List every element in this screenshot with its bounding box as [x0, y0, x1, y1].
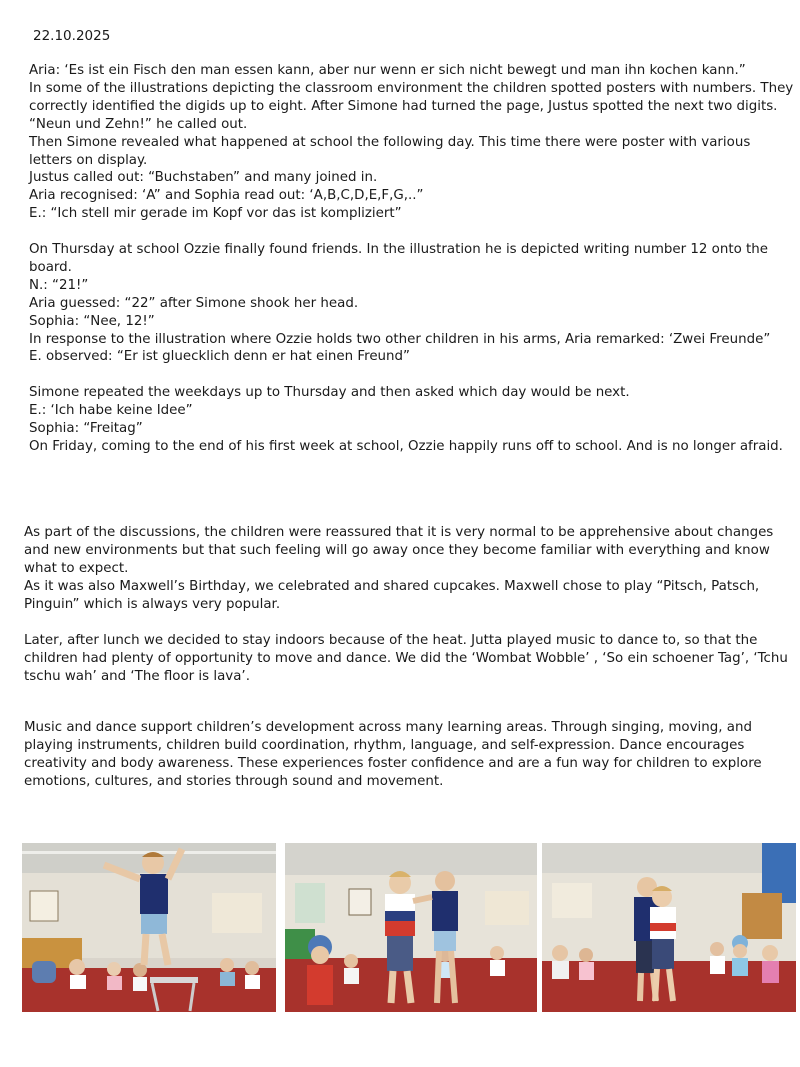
photo-holding-friend — [542, 843, 796, 1012]
story-line: Aria guessed: “22” after Simone shook her head. — [29, 295, 359, 311]
story-line: On Friday, coming to the end of his first week at school, Ozzie happily runs off to school. And is no longer afraid. — [29, 439, 783, 454]
photo-jumping-child — [22, 843, 276, 1012]
discussion-paragraph: As it was also Maxwell’s Birthday, we celebrated and shared cupcakes. Maxwell chose to play “Pitsch, Patsch, Pinguin” which is always very popular. — [24, 578, 760, 612]
story-line: E.: ‘Ich habe keine Idee” — [29, 403, 193, 419]
story-line: Simone repeated the weekdays up to Thursday and then asked which day would be next. — [29, 385, 630, 401]
story-line: Aria: ‘Es ist ein Fisch den man essen kann, aber nur wenn er sich nicht bewegt und man ihn kochen kann.” — [29, 63, 746, 78]
story-line: Justus called out: “Buchstaben” and many joined in. — [29, 170, 378, 186]
story-line: N.: “21!” — [29, 277, 89, 293]
story-line: Sophia: “Nee, 12!” — [29, 313, 155, 329]
discussion-paragraph: As part of the discussions, the children were reassured that it is very normal to be apprehensive about changes and new environments but that such feeling will go away once they become familiar with everything and know what to expect. — [24, 525, 774, 576]
story-line: Then Simone revealed what happened at school the following day. This time there were poster with various letters on display. — [29, 134, 751, 168]
reflection-paragraph: Music and dance support children’s development across many learning areas. Through singing, moving, and playing instruments, children build coordination, rhythm, language, and self-expression. Dance encourages creativity and body awareness. These experiences foster confidence and are a fun way for children to explore emotions, cultures, and stories through sound and movement. — [24, 720, 762, 789]
music-paragraph: Later, after lunch we decided to stay indoors because of the heat. Jutta played music to dance to, so that the children had plenty of opportunity to move and dance. We did the ‘Wombat Wobble’ , ‘So ein schoener Tag’, ‘Tchu tschu wah’ and ‘The floor is lava’. — [24, 633, 788, 684]
story-line: In some of the illustrations depicting the classroom environment the children spotted posters with numbers. They correctly identified the digids up to eight. After Simone had turned the page, Justus spotted the next two digits. “Neun und Zehn!” he called out. — [29, 80, 794, 132]
story-line: In response to the illustration where Ozzie holds two other children in his arms, Aria remarked: ‘Zwei Freunde” — [29, 331, 771, 347]
photo-dancing-pair — [285, 843, 537, 1012]
paragraph-gap — [29, 223, 794, 241]
story-line: E.: “Ich stell mir gerade im Kopf vor das ist kompliziert” — [29, 206, 402, 222]
discussion-section — [24, 524, 794, 614]
story-line: On Thursday at school Ozzie finally found friends. In the illustration he is depicted writing number 12 onto the board. — [29, 242, 769, 275]
story-line: Aria recognised: ‘A” and Sophia read out: ‘A,B,C,D,E,F,G,..” — [29, 188, 424, 204]
story-line: Sophia: “Freitag” — [29, 421, 143, 437]
date: 22.10.2025 — [33, 28, 111, 44]
story-section — [29, 62, 794, 456]
story-line: E. observed: “Er ist gluecklich denn er hat einen Freund” — [29, 349, 410, 365]
paragraph-gap — [29, 366, 794, 384]
